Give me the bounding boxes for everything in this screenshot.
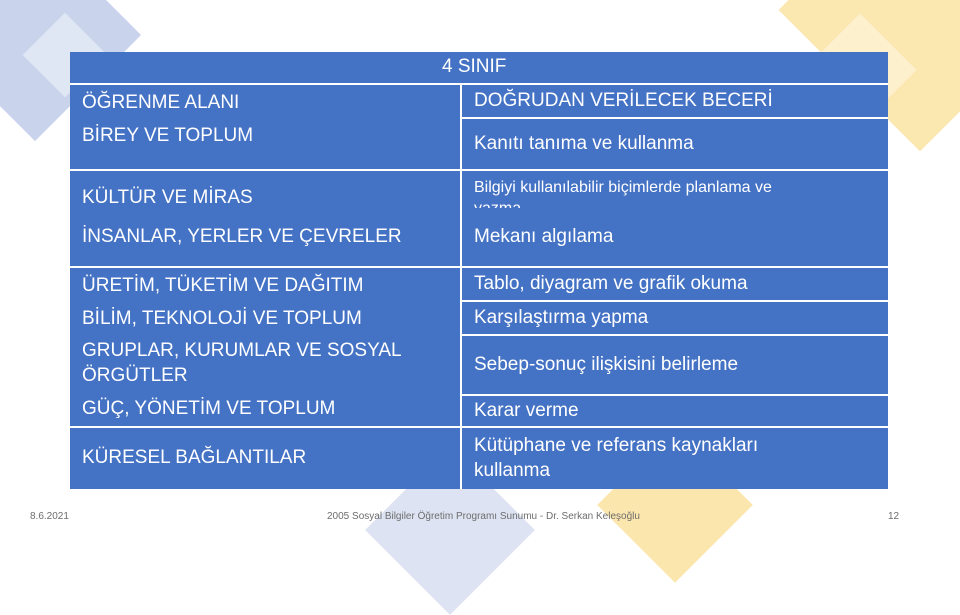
table-cell-text: GRUPLAR, KURUMLAR VE SOSYAL bbox=[82, 340, 402, 362]
table-cell-text: Kanıtı tanıma ve kullanma bbox=[474, 132, 694, 154]
footer-caption: 2005 Sosyal Bilgiler Öğretim Programı Sunumu - Dr. Serkan Keleşoğlu bbox=[327, 511, 640, 522]
table-cell-skill bbox=[462, 119, 888, 169]
table-cell-skill bbox=[462, 302, 888, 334]
table-cell-text: İNSANLAR, YERLER VE ÇEVRELER bbox=[82, 225, 402, 247]
table-cell-text: KÜLTÜR VE MİRAS bbox=[82, 187, 253, 209]
table-cell-text: ÖĞRENME ALANI bbox=[82, 92, 240, 113]
table-cell-text: ÖRGÜTLER bbox=[82, 365, 188, 387]
table-cell-skill bbox=[462, 208, 888, 266]
table-cell-learning-area bbox=[70, 268, 460, 426]
table-cell-text: Karar verme bbox=[474, 399, 579, 421]
table-cell-text: DOĞRUDAN VERİLECEK BECERİ bbox=[474, 89, 773, 111]
skills-table bbox=[70, 52, 888, 489]
table-cell-text: Karşılaştırma yapma bbox=[474, 306, 649, 328]
table-cell-text: KÜRESEL BAĞLANTILAR bbox=[82, 447, 307, 469]
table-cell-skill bbox=[462, 85, 888, 117]
table-cell-text: GÜÇ, YÖNETİM VE TOPLUM bbox=[82, 397, 336, 419]
table-cell-text: Bilgiyi kullanılabilir biçimlerde planlama ve bbox=[474, 178, 772, 196]
table-cell-learning-area bbox=[70, 85, 460, 169]
table-cell-text: kullanma bbox=[474, 459, 551, 481]
table-header-title: 4 SINIF bbox=[442, 56, 507, 77]
table-cell-skill bbox=[462, 268, 888, 300]
table-cell-text: BİREY VE TOPLUM bbox=[82, 124, 254, 146]
table-cell-text: ÜRETİM, TÜKETİM VE DAĞITIM bbox=[82, 275, 364, 296]
table-cell-skill bbox=[462, 336, 888, 394]
table-cell-skill bbox=[462, 428, 888, 489]
table-cell-learning-area bbox=[70, 208, 460, 266]
table-cell-text: Mekanı algılama bbox=[474, 225, 614, 247]
table-header bbox=[70, 52, 888, 83]
table-cell-learning-area bbox=[70, 428, 460, 489]
table-cell-skill bbox=[462, 396, 888, 426]
table-cell-text: Tablo, diyagram ve grafik okuma bbox=[474, 272, 748, 294]
table-cell-text: BİLİM, TEKNOLOJİ VE TOPLUM bbox=[82, 307, 362, 329]
table-cell-text: Sebep-sonuç ilişkisini belirleme bbox=[474, 353, 739, 375]
table-cell-text: Kütüphane ve referans kaynakları bbox=[474, 434, 759, 456]
footer-date: 8.6.2021 bbox=[30, 511, 69, 522]
page-number: 12 bbox=[888, 511, 900, 522]
